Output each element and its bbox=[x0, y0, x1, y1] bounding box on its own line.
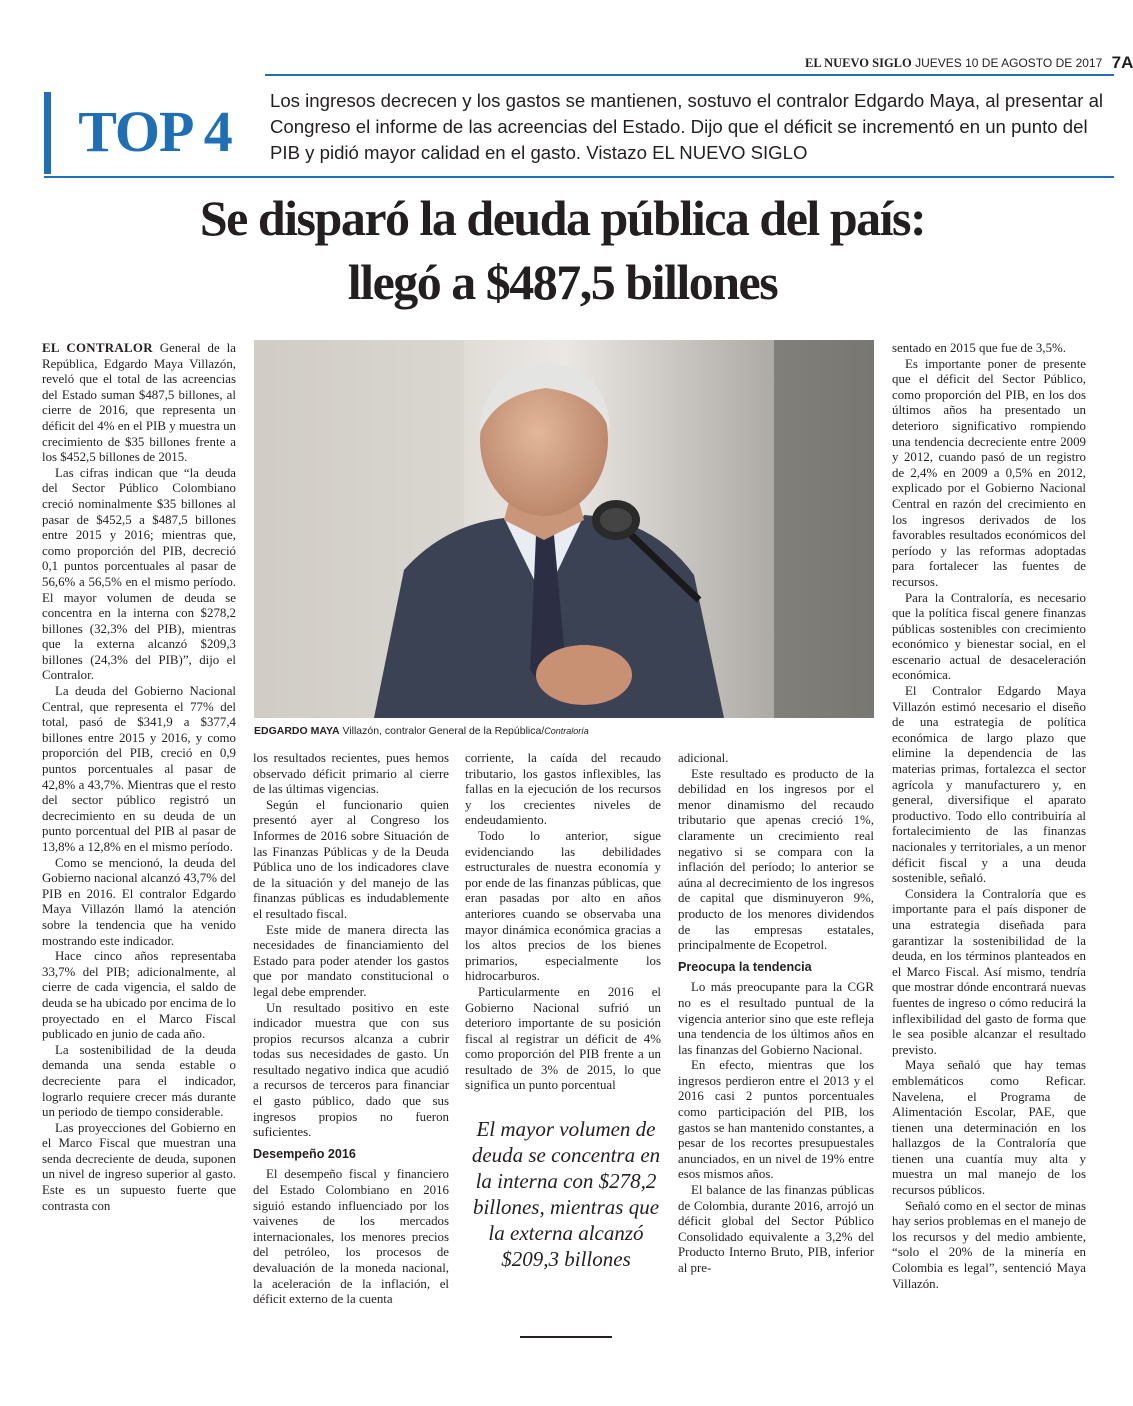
paragraph: Señaló como en el sector de minas hay serios problemas en el manejo de los recursos y del medio ambiente, “solo el 20% de la minería en Colombia es legal”, sentenció Maya Villazón. bbox=[892, 1198, 1086, 1291]
caption-text: Villazón, contralor General de la República/ bbox=[339, 725, 545, 737]
paragraph: sentado en 2015 que fue de 3,5%. bbox=[892, 341, 1066, 355]
paragraph: En efecto, mientras que los ingresos perdieron entre el 2013 y el 2016 casi 2 puntos porcentuales como participación del PIB, los gastos se han mantenido constantes, a pesar de los recortes presupuestales anunciados, en un nivel de 19% entre esos mismos años. bbox=[678, 1058, 874, 1182]
caption-credit: Contraloría bbox=[544, 726, 589, 736]
paragraph: La deuda del Gobierno Nacional Central, que representa el 77% del total, pasó de $341,9 a $377,4 billones entre 2015 y 2016, y como proporción del PIB, creció en 0,9 puntos porcentuales al pasar de 42,8% a 43,7%. Mientras que el resto del sector público registró un decrecimiento en su deuda de un punto porcentual del PIB al pasar de 13,8% a 12,8% en el mismo período. bbox=[42, 684, 236, 854]
paragraph: Este resultado es producto de la debilidad en los ingresos por el menor dinamismo del recaudo tributario que apenas creció 1%, claramente un crecimiento real negativo si se compara con la inflación del período; lo anterior se aúna al decrecimiento de los ingresos de capital que disminuyeron 9%, producto de los menores dividendos de las empresas estatales, principalmente de Ecopetrol. bbox=[678, 766, 874, 953]
paragraph: Para la Contraloría, es necesario que la política fiscal genere finanzas públicas sostenibles con crecimiento económico y bienestar social, en el escenario actual de desaceleración económica. bbox=[892, 590, 1086, 683]
section-badge bbox=[44, 92, 252, 174]
intro-summary: Los ingresos decrecen y los gastos se mantienen, sostuvo el contralor Edgardo Maya, al presentar al Congreso el informe de las acreencias del Estado. Dijo que el déficit se incrementó en un punto del PIB y pidió mayor calidad en el gasto. Vistazo EL NUEVO SIGLO bbox=[270, 90, 1104, 163]
speaker-photo bbox=[254, 340, 874, 718]
paragraph: El balance de las finanzas públicas de Colombia, durante 2016, arrojó un déficit global del Sector Público Consolidado equivalente a 3,2% del Producto Interno Bruto, PIB, inferior al pre- bbox=[678, 1183, 874, 1275]
paragraph: Según el funcionario quien presentó ayer al Congreso los Informes de 2016 sobre Situación de las Finanzas Públicas y de la Deuda Pública uno de los indicadores clave de la situación y del manejo de las finanzas públicas es indudablemente el resultado fiscal. bbox=[253, 797, 449, 921]
paper-name: EL NUEVO SIGLO bbox=[805, 56, 912, 70]
headline-line-2: llegó a $487,5 billones bbox=[347, 254, 778, 310]
page-number: 7A bbox=[1111, 53, 1133, 72]
speaker-photo-image bbox=[254, 340, 874, 718]
section-badge-label: TOP 4 bbox=[78, 99, 232, 164]
paragraph: los resultados recientes, pues hemos observado déficit primario al cierre de las últimas vigencias. bbox=[253, 751, 449, 797]
issue-date: JUEVES 10 DE AGOSTO DE 2017 bbox=[915, 56, 1103, 70]
paragraph: Las proyecciones del Gobierno en el Marco Fiscal que muestran una senda decreciente de deuda, suponen un nivel de ingreso superior al gasto. Este es un supuesto fuerte que contrasta con bbox=[42, 1120, 236, 1213]
article-column-1 bbox=[42, 341, 236, 1361]
paragraph: El Contralor Edgardo Maya Villazón estimó necesario el diseño de una estrategia de política económica de largo plazo que elimine la dependencia de las materias primas, fortalezca el sector agrícola y manufacturero y, en general, diversifique el aparato productivo. Todo ello contribuiría al fortalecimiento de las finanzas nacionales y territoriales, a un menor déficit fiscal y a una deuda sostenible, señaló. bbox=[892, 684, 1086, 886]
paragraph: El desempeño fiscal y financiero del Estado Colombiano en 2016 siguió estando influenciado por los vaivenes de los mercados internacionales, los menores precios del petróleo, los procesos de devaluación de la moneda nacional, la aceleración de la inflación, el déficit externo de la cuenta bbox=[253, 1167, 449, 1307]
caption-name: EDGARDO MAYA bbox=[254, 725, 340, 737]
headline-line-1: Se disparó la deuda pública del país: bbox=[199, 190, 926, 246]
paragraph: Un resultado positivo en este indicador muestra que con sus propios recursos alcanza a cubrir todas sus necesidades de gasto. Un resultado negativo indica que acudió a recursos de terceros para financiar el gasto público, dado que sus ingresos propios no fueron suficientes. bbox=[253, 1000, 449, 1140]
paragraph: Maya señaló que hay temas emblemáticos como Reficar. Navelena, el Programa de Alimentación Escolar, PAE, que tienen una determinación en los hallazgos de la Contraloría que tienen una cuantía muy alta y muestra un mal manejo de los recursos públicos. bbox=[892, 1058, 1086, 1198]
paragraph: La sostenibilidad de la deuda demanda una senda estable o decreciente para el indicador, lograrlo requiere crecer más durante un periodo de tiempo considerable. bbox=[42, 1042, 236, 1120]
paragraph: Todo lo anterior, sigue evidenciando las debilidades estructurales de nuestra economía y por ende de las finanzas públicas, que eran pasadas por alto en años anteriores cuando se observaba una mayor dinámica económica gracias a los altos precios de los bienes primarios, especialmente los hidrocarburos. bbox=[465, 828, 661, 984]
paragraph: Considera la Contraloría que es importante para el país disponer de una estrategia diseñada para garantizar la sostenibilidad de la deuda, en los términos planteados en el Marco Fiscal. Así mismo, tendría que mostrar dónde encontrará nuevas fuentes de ingreso o cómo reducirá la inflexibilidad del gasto de forma que le sea posible alcanzar el resultado previsto. bbox=[892, 886, 1086, 1057]
headline bbox=[60, 186, 1065, 322]
photo-caption bbox=[254, 722, 874, 740]
article-column-4 bbox=[678, 751, 874, 1361]
paragraph: Este mide de manera directa las necesidades de financiamiento del Estado para poder atender los gastos que por mandato constitucional o legal debe emprender. bbox=[253, 922, 449, 999]
paragraph: Las cifras indican que “la deuda del Sector Público Colombiano creció nominalmente $35 billones al pasar de $452,5 a $487,5 billones entre 2015 y 2016; mientras que, como proporción del PIB, decreció 0,1 puntos porcentuales al pasar de 56,6% a 56,5% en el mismo período. El mayor volumen de deuda se concentra en la interna con $278,2 billones (32,3% del PIB), mientras que la externa alcanzó $209,3 billones (24,3% del PIB)”, dijo el Contralor. bbox=[42, 465, 236, 683]
subheading: Preocupa la tendencia bbox=[678, 959, 812, 974]
lead-label: EL CONTRALOR bbox=[42, 341, 153, 355]
article-column-2 bbox=[253, 751, 449, 1351]
masthead bbox=[805, 52, 1133, 74]
pull-quote: El mayor volumen de deuda se concentra en la interna con $278,2 billones, mientras que la externa alcanzó $209,3 billones bbox=[471, 1117, 661, 1271]
paragraph: corriente, la caída del recaudo tributario, los gastos inflexibles, las fallas en la ejecución de los recursos y los crecientes niveles de endeudamiento. bbox=[465, 751, 661, 828]
intro-rule bbox=[44, 176, 1114, 178]
paragraph: Lo más preocupante para la CGR no es el resultado puntual de la vigencia anterior sino que este refleja una tendencia de los últimos años en las finanzas del Gobierno Nacional. bbox=[678, 980, 874, 1057]
article-column-3 bbox=[465, 751, 661, 1103]
top-rule bbox=[265, 74, 1114, 76]
paragraph: EL CONTRALOR General de la República, Edgardo Maya Villazón, reveló que el total de las acreencias del Estado suman $487,5 billones, al cierre de 2016, que representa un déficit del 4% en el PIB y muestra un crecimiento de $35 billones frente a los $452,5 billones de 2015. bbox=[42, 341, 236, 465]
paragraph: adicional. bbox=[678, 751, 729, 765]
paragraph: Hace cinco años representaba 33,7% del PIB; adicionalmente, al cierre de cada vigencia, el saldo de deuda se ha ubicado por encima de lo proyectado en el Marco Fiscal publicado en junio de cada año. bbox=[42, 949, 236, 1042]
paragraph: Como se mencionó, la deuda del Gobierno nacional alcanzó 43,7% del PIB en 2016. El contralor Edgardo Maya Villazón llamó la atención sobre la tendencia que ha venido mostrando este indicador. bbox=[42, 855, 236, 948]
article-column-5 bbox=[892, 341, 1086, 1361]
subheading: Desempeño 2016 bbox=[253, 1146, 356, 1161]
paragraph: Particularmente en 2016 el Gobierno Nacional sufrió un deterioro importante de su posición fiscal al registrar un déficit de 4% como proporción del PIB frente a un resultado de 3% de 2015, lo que significa un punto porcentual bbox=[465, 984, 661, 1093]
paragraph: Es importante poner de presente que el déficit del Sector Público, como proporción del PIB, en los dos últimos años ha presentado un deterioro significativo rompiendo una tendencia decreciente entre 2009 y 2012, cuando pasó de un registro de 2,4% en 2009 a 0,5% en 2012, explicado por el Gobierno Nacional Central en razón del crecimiento en los ingresos derivados de los favorables resultados económicos del período y las reformas adoptadas para fortalecer las fuentes de recursos. bbox=[892, 356, 1086, 589]
pull-quote-rule bbox=[520, 1336, 612, 1338]
